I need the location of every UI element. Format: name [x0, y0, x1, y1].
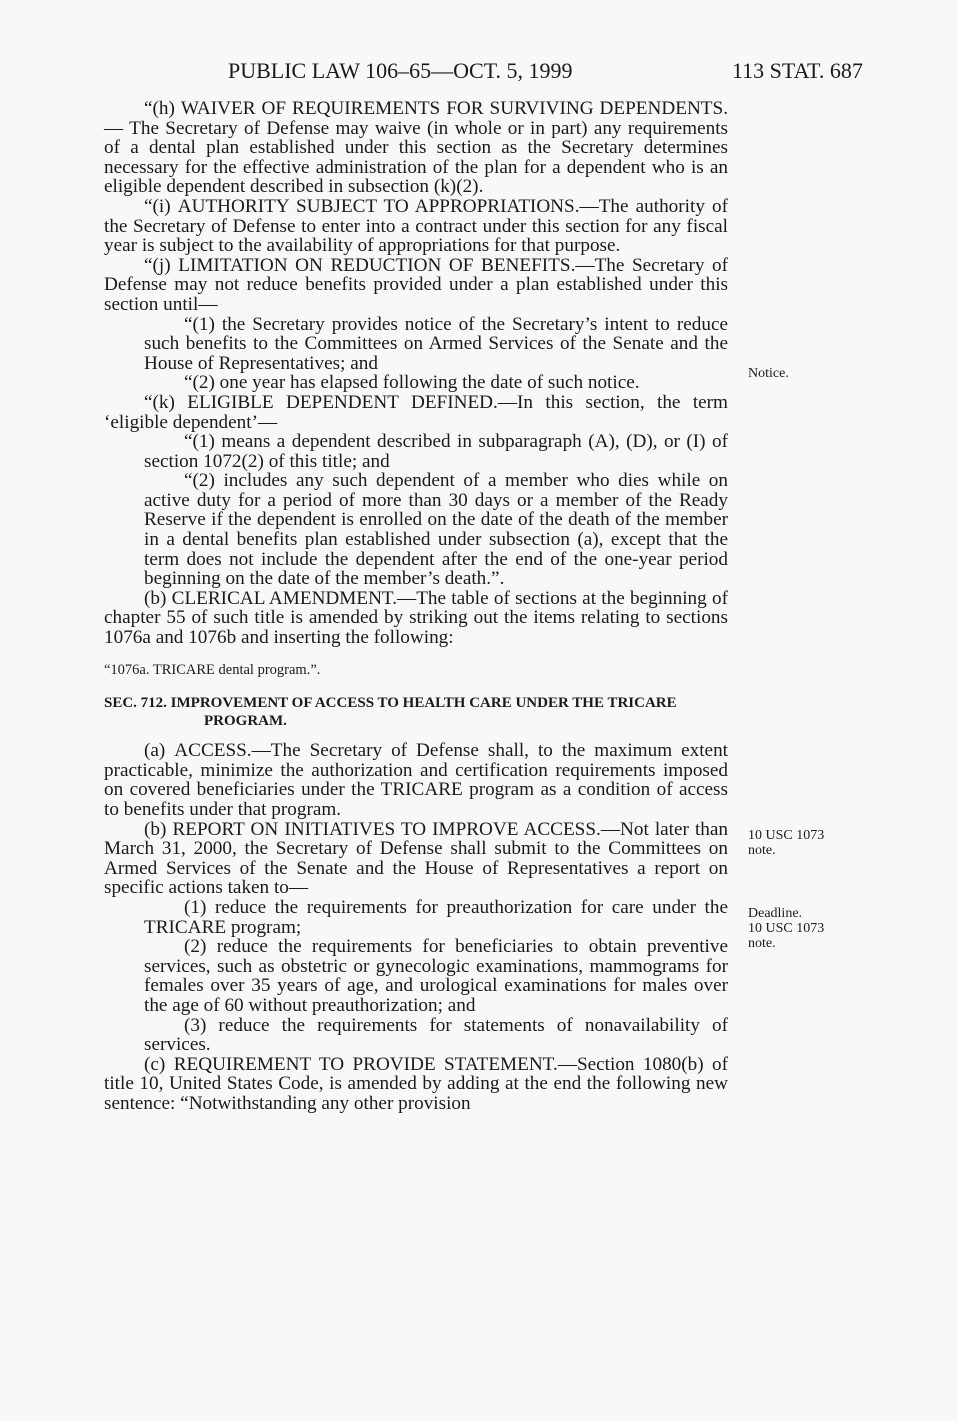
body-text — [104, 99, 728, 1114]
paragraph-b-clerical: (b) CLERICAL AMENDMENT.—The table of sections at the beginning of chapter 55 of such title is amended by striking out the items relating to sections 1076a and 1076b and inserting the following: — [104, 587, 728, 649]
paragraph-k1: “(1) means a dependent described in subparagraph (A), (D), or (I) of section 1072(2) of this title; and — [144, 431, 728, 472]
paragraph-k2: “(2) includes any such dependent of a member who dies while on active duty for a period of more than 30 days or a member of the Ready Reserve if the dependent is enrolled on the date of the death of the member in a dental benefits plan established under subsection (a), except that the term does not include the dependent after the end of the one-year period beginning on the date of the member’s death.”. — [144, 470, 728, 590]
paragraph-a-access: (a) ACCESS.—The Secretary of Defense shall, to the maximum extent practicable, minimize the authorization and certification requirements imposed on covered beneficiaries under the TRICARE program as a condition of access to benefits under that program. — [104, 740, 728, 820]
paragraph-j1: “(1) the Secretary provides notice of the Secretary’s intent to reduce such benefits to the Committees on Armed Services of the Senate and the House of Representatives; and — [144, 313, 728, 374]
paragraph-r3: (3) reduce the requirements for statements of nonavailability of services. — [144, 1014, 728, 1056]
paragraph-k: “(k) ELIGIBLE DEPENDENT DEFINED.—In this section, the term ‘eligible dependent’— — [104, 391, 728, 433]
margin-note-usc-2: 10 USC 1073 note. — [748, 921, 825, 951]
paragraph-j: “(j) LIMITATION ON REDUCTION OF BENEFITS.—The Secretary of Defense may not reduce benefits provided under a plan established under this section until— — [104, 254, 729, 315]
margin-note-deadline: Deadline. — [748, 906, 803, 921]
paragraph-r1: (1) reduce the requirements for preauthorization for care under the TRICARE program; — [144, 896, 728, 938]
margin-note-usc-1: 10 USC 1073 note. — [748, 828, 825, 858]
paragraph-b-report: (b) REPORT ON INITIATIVES TO IMPROVE ACCESS.—Not later than March 31, 2000, the Secretary of Defense shall submit to the Committees on Armed Services of the Senate and the House of Representatives a report on specific actions taken to— — [104, 818, 729, 899]
paragraph-j2: “(2) one year has elapsed following the date of such notice. — [184, 372, 640, 394]
paragraph-c: (c) REQUIREMENT TO PROVIDE STATEMENT.—Section 1080(b) of title 10, United States Code, is amended by adding at the end the following new sentence: “Notwithstanding any other provision — [104, 1053, 728, 1114]
page-number-header: 113 STAT. 687 — [732, 58, 863, 83]
running-header-left: PUBLIC LAW 106–65—OCT. 5, 1999 — [228, 58, 573, 83]
paragraph-r2: (2) reduce the requirements for beneficiaries to obtain preventive services, such as obstetric or gynecologic examinations, mammograms for females over 35 years of age, and urological examinations for males over the age of 60 without preauthorization; and — [144, 936, 728, 1016]
paragraph-h: “(h) WAIVER OF REQUIREMENTS FOR SURVIVING DEPENDENTS.— The Secretary of Defense may waive (in whole or in part) any requirements of a dental plan established under this section as the Secretary determines necessary for the effective administration of the plan for a dependent who is an eligible dependent described in subsection (k)(2). — [104, 98, 728, 198]
section-heading: SEC. 712. IMPROVEMENT OF ACCESS TO HEALTH CARE UNDER THE TRICARE PROGRAM. — [104, 695, 677, 730]
paragraph-i: “(i) AUTHORITY SUBJECT TO APPROPRIATIONS.—The authority of the Secretary of Defense to enter into a contract under this section for any fiscal year is subject to the availability of appropriations for that purpose. — [104, 195, 728, 257]
margin-note-notice: Notice. — [748, 366, 789, 381]
table-of-sections-entry: “1076a. TRICARE dental program.”. — [104, 661, 321, 678]
